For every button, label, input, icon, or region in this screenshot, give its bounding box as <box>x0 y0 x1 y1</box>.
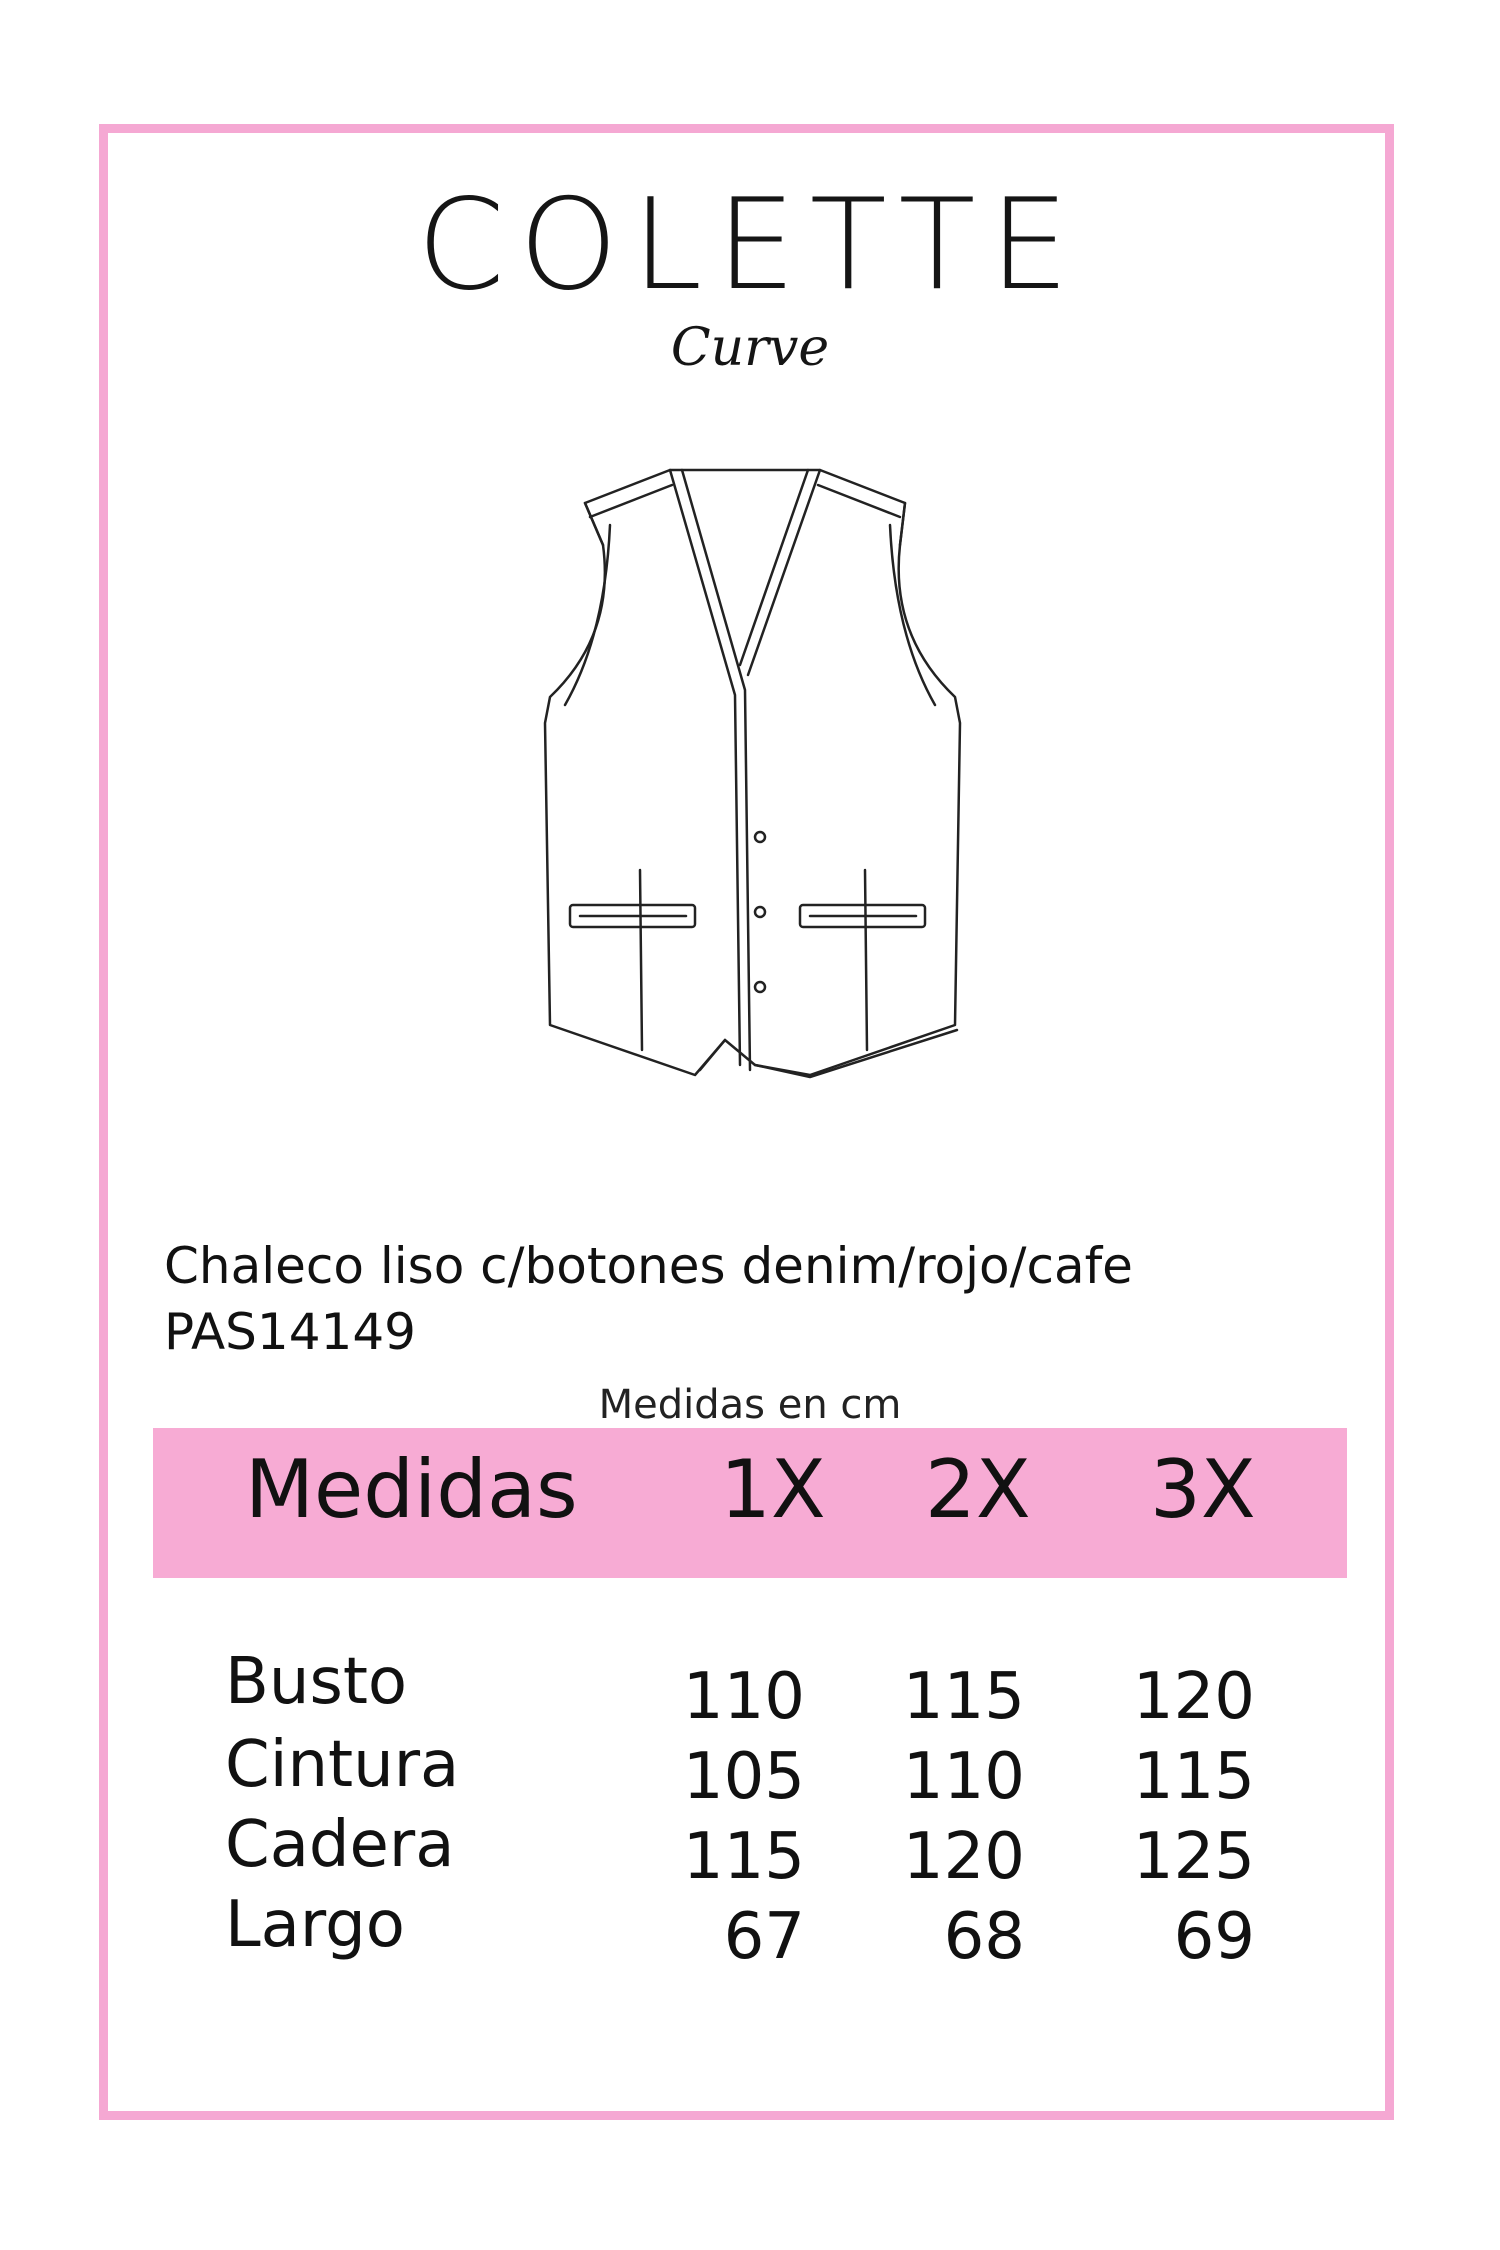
cell-cadera-2x: 120 <box>902 1820 1025 1894</box>
row-label-cadera: Cadera <box>225 1808 455 1882</box>
vest-icon <box>510 465 990 1085</box>
product-description: Chaleco liso c/botones denim/rojo/cafe <box>164 1237 1133 1295</box>
cell-cintura-1x: 105 <box>682 1740 805 1814</box>
cell-cintura-3x: 115 <box>1132 1740 1255 1814</box>
product-info <box>164 1233 1133 1365</box>
cell-busto-1x: 110 <box>682 1660 805 1734</box>
brand-subline: Curve <box>670 318 830 378</box>
size-1x-header: 1X <box>720 1443 826 1536</box>
cell-cadera-3x: 125 <box>1132 1820 1255 1894</box>
size-3x-header: 3X <box>1150 1443 1256 1536</box>
brand-logo: COLETTE <box>416 171 1084 318</box>
unit-note: Medidas en cm <box>598 1382 902 1428</box>
cell-busto-3x: 120 <box>1132 1660 1255 1734</box>
cell-cintura-2x: 110 <box>902 1740 1025 1814</box>
cell-largo-1x: 67 <box>723 1900 805 1974</box>
cell-cadera-1x: 115 <box>682 1820 805 1894</box>
row-label-largo: Largo <box>225 1888 405 1962</box>
header-label: Medidas <box>245 1443 578 1536</box>
row-label-cintura: Cintura <box>225 1728 460 1802</box>
cell-largo-3x: 69 <box>1173 1900 1255 1974</box>
size-2x-header: 2X <box>925 1443 1031 1536</box>
product-code: PAS14149 <box>164 1303 416 1361</box>
row-label-busto: Busto <box>225 1645 408 1719</box>
cell-busto-2x: 115 <box>902 1660 1025 1734</box>
cell-largo-2x: 68 <box>943 1900 1025 1974</box>
